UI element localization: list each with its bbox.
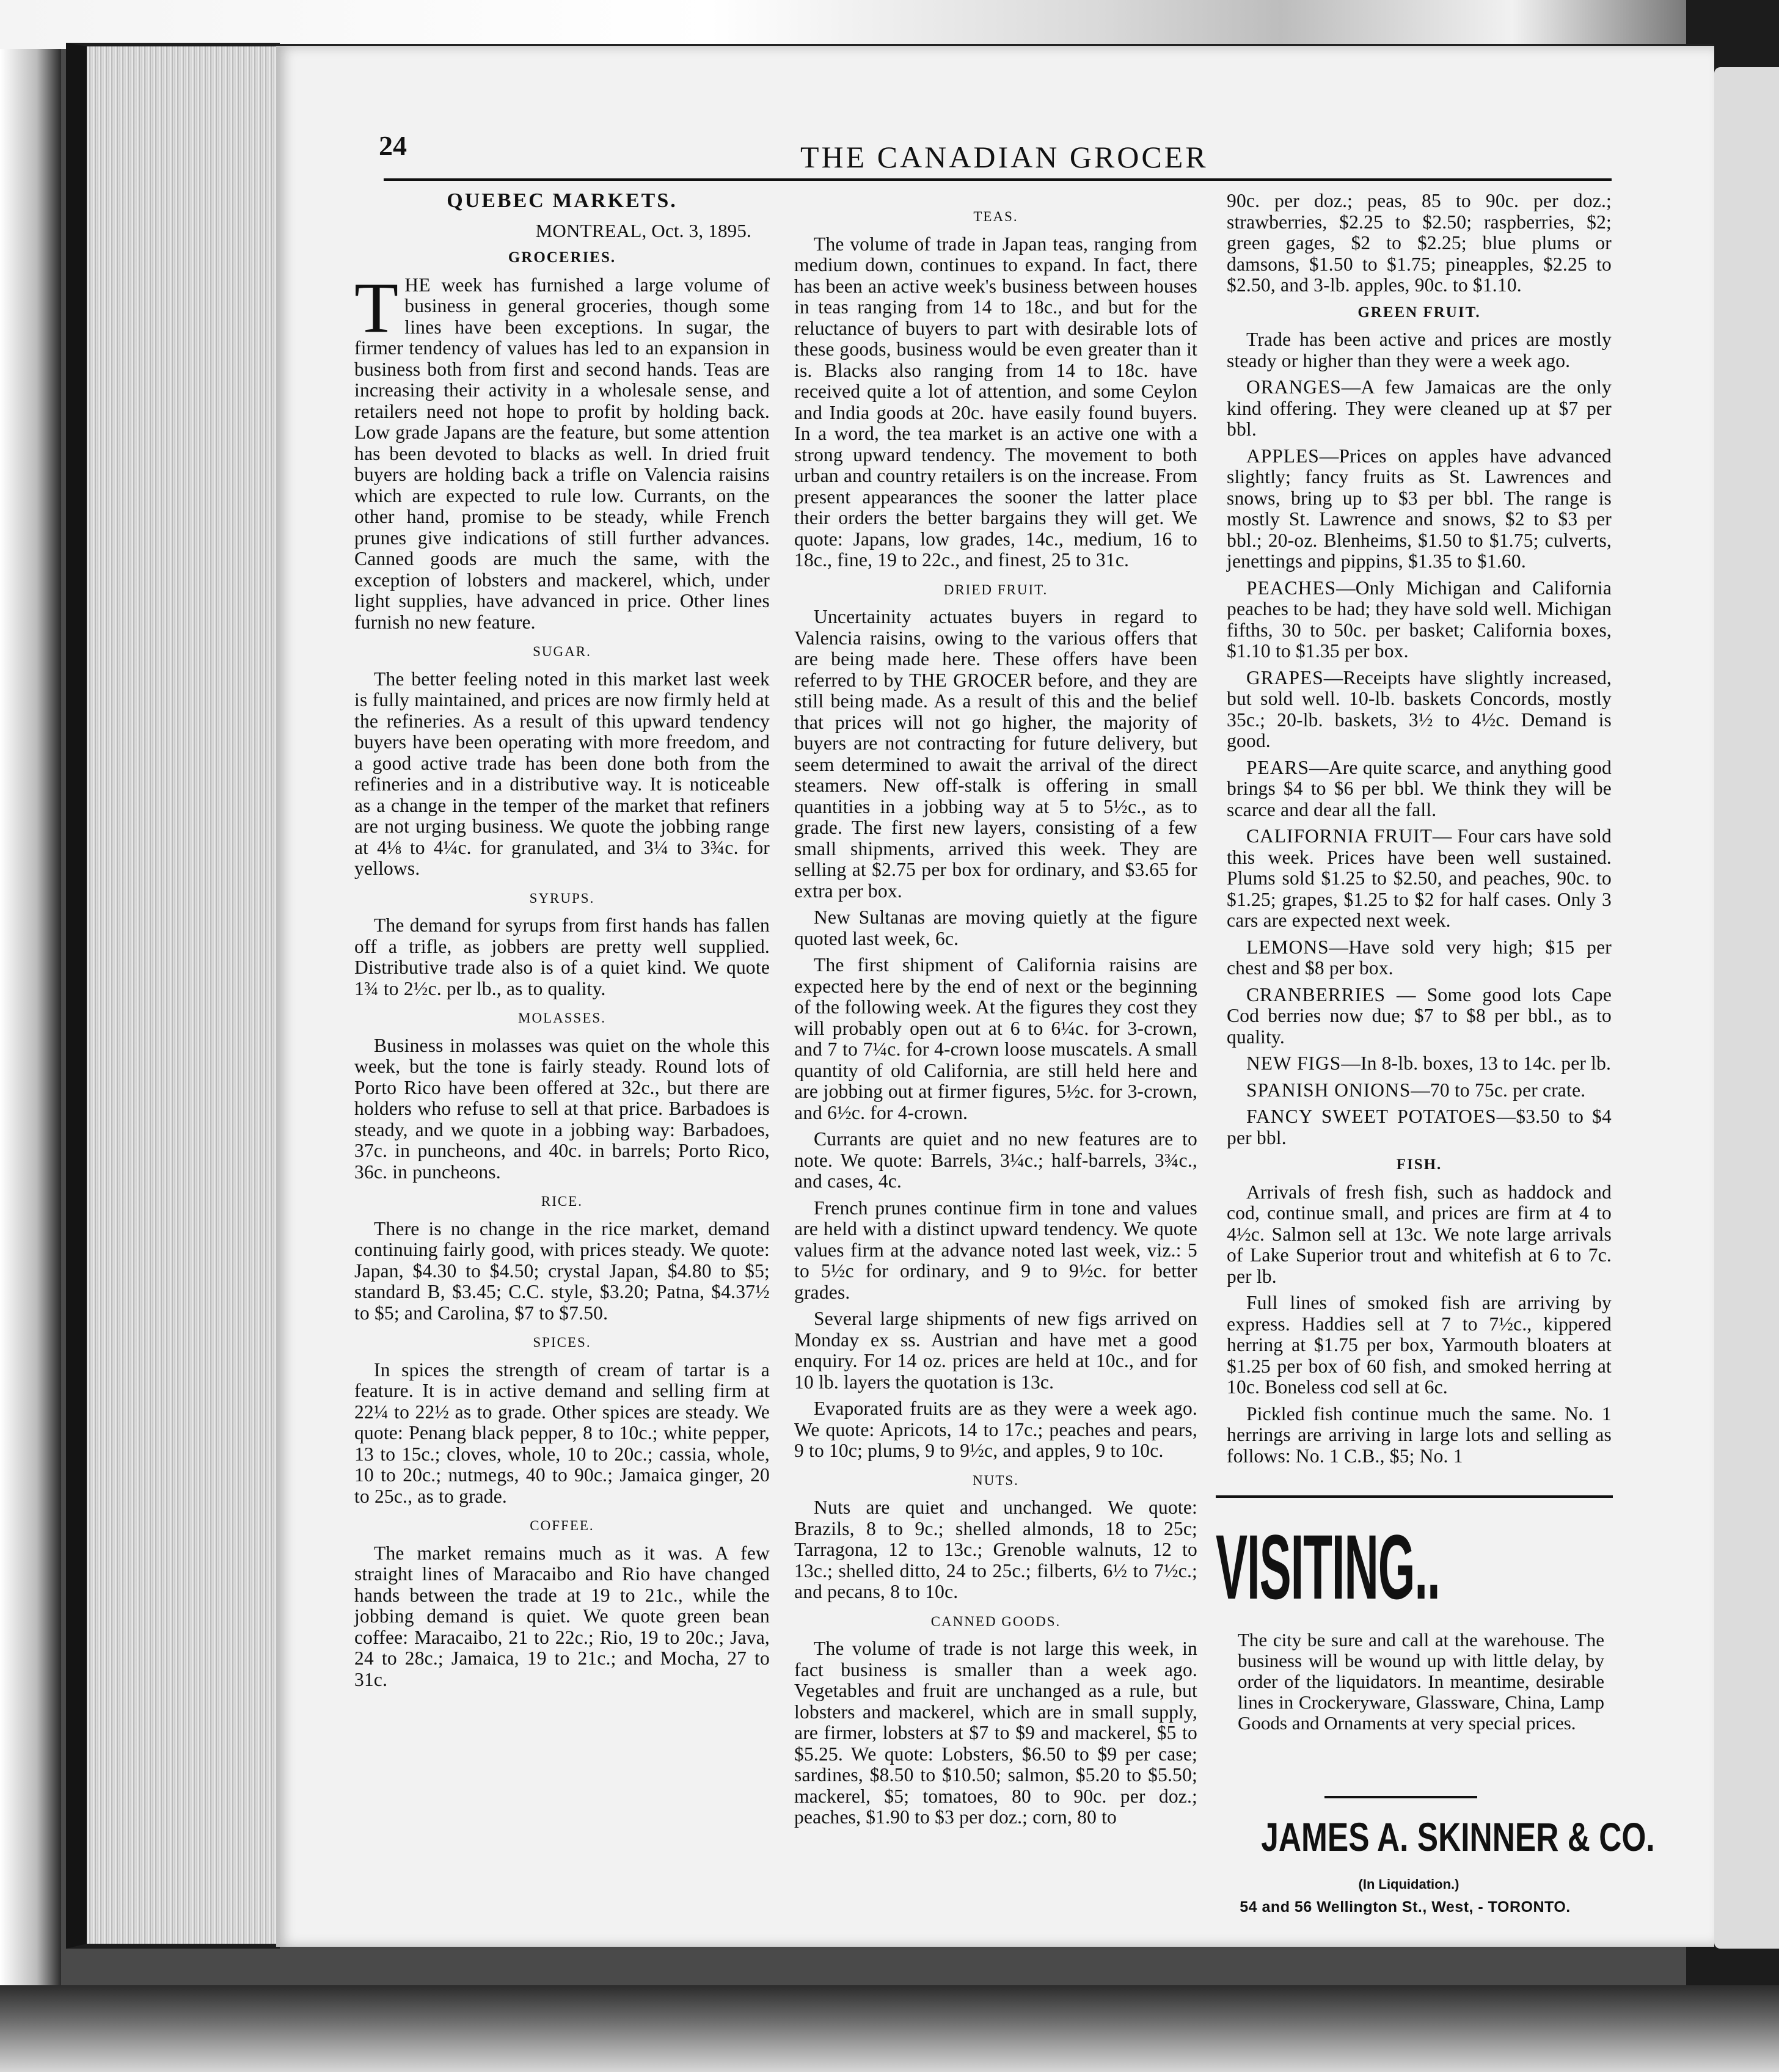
section-head-green-fruit: GREEN FRUIT. bbox=[1357, 304, 1481, 321]
facing-page-edge bbox=[1714, 67, 1779, 1949]
advertisement-body bbox=[1238, 1630, 1604, 1734]
paragraph-text: HE week has furnished a large volume of business in general groceries, though some lines have been exceptions. In sugar, the firmer tendency of values has led to an expansion in business both from first and second hands. Teas are increasing their activity in a wholesale sense, and retailers need not hope to profit by holding back. Low grade Japans are the feature, but some attention has been devoted to blacks as well. In dried fruit buyers are holding back a trifle on Valencia raisins which are expected to rule low. Currants, on the other hand, promise to be steady, while French prunes give indications of still further advances. Canned goods are much the same, with the exception of lobsters and mackerel, which, under light supplies, have advanced in price. Other lines furnish no new feature. bbox=[354, 274, 770, 633]
section-head-molasses: MOLASSES. bbox=[518, 1010, 606, 1026]
paragraph-fish: Full lines of smoked fish are arriving by express. Haddies sell at 7 to 7½c., kippered herring at $1.75 per box, Yarmouth bloaters at $1.25 per box of 60 fish, and smoked herring at 10c. Boneless cod sell at 6c. bbox=[1227, 1292, 1612, 1398]
paragraph-green-fruit: Trade has been active and prices are mostly steady or higher than they were a week ago. bbox=[1227, 329, 1612, 371]
advertiser-address: 54 and 56 Wellington St., West, - TORONTO. bbox=[1240, 1899, 1571, 1916]
paragraph-sweet-potatoes bbox=[1227, 1106, 1612, 1148]
item-lead: LEMONS bbox=[1246, 936, 1329, 958]
paragraph-dried-fruit: Evaporated fruits are as they were a week ago. We quote: Apricots, 14 to 17c.; peaches and pears, 9 to 10c; plums, 9 to 9½c, and apples, 9 to 10c. bbox=[794, 1398, 1197, 1461]
paragraph-dried-fruit: Uncertainity actuates buyers in regard to Valencia raisins, owing to the various offers that are being made here. These offers have been referred to by THE GROCER before, and they are still being made. As a result of this and the belief that prices will not go higher, the majority of buyers are not contracting for future delivery, but seem determined to await the arrival of the direct steamers. New off-stalk is offering in small quantities in a jobbing way at 5 to 5½c., as to grade. The first new layers, consisting of a few small shipments, arrived this week. They are selling at $2.75 per box for ordinary, and $3.65 for extra per box. bbox=[794, 606, 1197, 902]
paragraph-lemons bbox=[1227, 937, 1612, 979]
item-lead: NEW FIGS bbox=[1246, 1052, 1342, 1074]
paragraph-syrups: The demand for syrups from first hands has fallen off a trifle, as jobbers are pretty well supplied. Distributive trade also is of a quiet kind. We quote 1¾ to 2½c. per lb., as to quality. bbox=[354, 914, 770, 999]
paragraph-fish: Arrivals of fresh fish, such as haddock and cod, continue small, and prices are firm at 4 to 4½c. Salmon sell at 13c. We note large arrivals of Lake Superior trout and whitefish at 6 to 7c. per lb. bbox=[1227, 1181, 1612, 1287]
paragraph-oranges bbox=[1227, 377, 1612, 440]
running-head: THE CANADIAN GROCER bbox=[800, 140, 1208, 174]
section-head-spices: SPICES. bbox=[533, 1335, 591, 1350]
item-text: —70 to 75c. per crate. bbox=[1411, 1079, 1586, 1101]
paragraph-dried-fruit: The first shipment of California raisins are expected here by the end of next or the beginning of the following week. At the figures they cost they will probably open out at 6 to 6¼c. for 3-crown, and 7 to 7¼c. for 4-crown loose muscatels. A small quantity of old California, are still held here and are jobbing out at firmer figures, 5½c. for 3-crown, and 6½c. for 4-crown. bbox=[794, 954, 1197, 1123]
item-text: —In 8-lb. boxes, 13 to 14c. per lb. bbox=[1341, 1052, 1612, 1074]
paragraph-sugar: The better feeling noted in this market last week is fully maintained, and prices are now firmly held at the refineries. As a result of this upward tendency buyers have been operating with more freedom, and a good active trade has been done both from the refineries and in a distributive way. It is noticeable as a change in the temper of the market that refiners are not urging business. We quote the jobbing range at 4⅛ to 4¼c. for granulated, and 3¼ to 3¾c. for yellows. bbox=[354, 668, 770, 879]
advertiser-status: (In Liquidation.) bbox=[1358, 1877, 1459, 1892]
paragraph-nuts: Nuts are quiet and unchanged. We quote: Brazils, 8 to 9c.; shelled almonds, 18 to 25c; Tarragona, 12 to 13c.; Grenoble walnuts, 12 to 13c.; shelled ditto, 24 to 25c.; filberts, 6½ to 7½c.; and pecans, 8 to 10c. bbox=[794, 1497, 1197, 1602]
column-1 bbox=[354, 191, 770, 1696]
paragraph-california-fruit bbox=[1227, 826, 1612, 932]
section-head-canned-goods: CANNED GOODS. bbox=[930, 1613, 1061, 1629]
advertisement-rule bbox=[1216, 1495, 1613, 1498]
paragraph-canned-goods: The volume of trade is not large this week, in fact business is smaller than a week ago. Vegetables and fruit are unchanged as a rule, but lobsters and mackerel, which are in small supply, are firmer, lobsters at $7 to $9 and mackerel, $5 to $5.25. We quote: Lobsters, $6.50 to $9 per case; sardines, $8.50 to $10.50; salmon, $5.20 to $5.50; mackerel, $5; tomatoes, 80 to 90c. per doz.; peaches, $1.90 to $3 per doz.; corn, 80 to bbox=[794, 1638, 1197, 1828]
item-text: — Some good lots Cape Cod berries now due; $7 to $8 per bbl., as to quality. bbox=[1227, 983, 1612, 1048]
item-text: —Prices on apples have advanced slightly; fancy fruits as St. Lawrences and snows, bring up to $3 per bbl. The range is mostly St. Lawrence and snows, $2 to $3 per bbl.; 20-oz. Blenheims, $1.50 to $1.75; culverts, jenettings and pippins, $1.35 to $1.60. bbox=[1227, 445, 1612, 572]
paragraph-cranberries bbox=[1227, 985, 1612, 1048]
dateline: MONTREAL, Oct. 3, 1895. bbox=[535, 219, 751, 241]
paragraph-canned-continued: 90c. per doz.; peas, 85 to 90c. per doz.; strawberries, $2.25 to $2.50; raspberries, $2; green gages, $2 to $2.25; blue plums or damsons, $1.50 to $1.75; pineapples, $2.25 to $2.50, and 3-lb. apples, 90c. to $1.10. bbox=[1227, 190, 1612, 296]
header-rule bbox=[384, 178, 1612, 181]
item-text: —$3.50 to $4 per bbl. bbox=[1227, 1106, 1612, 1148]
section-head-groceries: GROCERIES. bbox=[508, 249, 616, 266]
paragraph-spices: In spices the strength of cream of tartar is a feature. It is in active demand and selling firm at 22¼ to 22½ as to grade. Other spices are steady. We quote: Penang black pepper, 8 to 10c.; white pepper, 13 to 15c.; cloves, whole, 10 to 20c.; cassia, whole, 10 to 20c.; nutmegs, 40 to 90c.; Jamaica ginger, 20 to 25c., as to grade. bbox=[354, 1359, 770, 1507]
section-head-fish: FISH. bbox=[1396, 1156, 1442, 1173]
section-head-nuts: NUTS. bbox=[973, 1472, 1019, 1488]
item-text: —Only Michigan and California peaches to be had; they have sold well. Michigan fifths, 30 to 50c. per basket; California boxes, $1.10 to $1.35 per box. bbox=[1227, 577, 1612, 662]
item-lead: ORANGES bbox=[1246, 376, 1342, 398]
paragraph-grapes bbox=[1227, 668, 1612, 752]
paragraph-dried-fruit: New Sultanas are moving quietly at the figure quoted last week, 6c. bbox=[794, 906, 1197, 949]
item-lead: FANCY SWEET POTATOES bbox=[1246, 1106, 1497, 1127]
column-2 bbox=[794, 191, 1197, 1834]
section-head-dried-fruit: DRIED FRUIT. bbox=[943, 582, 1048, 597]
book-binding-edge bbox=[66, 43, 280, 1949]
paragraph-new-figs bbox=[1227, 1053, 1612, 1074]
item-lead: PEACHES bbox=[1246, 577, 1337, 599]
item-text: —Receipts have slightly increased, but sold well. 10-lb. baskets Concords, mostly 35c.; 20-lb. baskets, 3½ to 4½c. Demand is good. bbox=[1227, 666, 1612, 751]
item-text: — Four cars have sold this week. Prices have been well sustained. Plums sold $1.25 to $2.50, and peaches, 90c. to $1.25; grapes, $1.25 to $2 for half cases. Only 3 cars are expected next week. bbox=[1227, 825, 1612, 931]
item-text: —Are quite scarce, and anything good brings $4 to $6 per bbl. We think they will be scarce and dear all the fall. bbox=[1227, 756, 1612, 820]
section-head-teas: TEAS. bbox=[973, 209, 1018, 224]
paragraph-spanish-onions bbox=[1227, 1080, 1612, 1101]
item-text: —A few Jamaicas are the only kind offering. They were cleaned up at $7 per bbl. bbox=[1227, 376, 1612, 440]
item-lead: CALIFORNIA FRUIT bbox=[1246, 825, 1433, 847]
scan-margin-top bbox=[0, 0, 1779, 49]
scan-margin-left bbox=[0, 0, 61, 2072]
item-lead: PEARS bbox=[1246, 756, 1310, 778]
section-head-sugar: SUGAR. bbox=[533, 644, 591, 659]
paragraph-apples bbox=[1227, 446, 1612, 572]
paragraph-fish: Pickled fish continue much the same. No. 1 herrings are arriving in large lots and selling as follows: No. 1 C.B., $5; No. 1 bbox=[1227, 1403, 1612, 1467]
advertiser-name: JAMES A. SKINNER & CO. bbox=[1261, 1814, 1655, 1859]
section-head-coffee: COFFEE. bbox=[530, 1518, 594, 1533]
paragraph-teas: The volume of trade in Japan teas, ranging from medium down, continues to expand. In fact, there has been an active week's business between houses in teas ranging from 14 to 18c., and but for the reluctance of buyers to part with desirable lots of these goods, business would be even greater than it is. Blacks also ranging from 14 to 18c. have received quite a lot of attention, and some Ceylon and India goods at 20c. have easily found buyers. In a word, the tea market is an active one with a strong upward tendency. The movement to both urban and country retailers is on the increase. From present appearances the sooner the latter place their orders the better bargains they will get. We quote: Japans, low grades, 14c., medium, 16 to 18c., fine, 19 to 22c., and finest, 25 to 31c. bbox=[794, 233, 1197, 571]
advertisement-separator bbox=[1324, 1796, 1477, 1798]
paragraph-molasses: Business in molasses was quiet on the whole this week, but the tone is fairly steady. Round lots of Porto Rico have been offered at 32c., but there are holders who refuse to sell at that price. Barbadoes is steady, and we quote in a jobbing way: Barbadoes, 37c. in puncheons, and 40c. in barrels; Porto Rico, 36c. in puncheons. bbox=[354, 1034, 770, 1183]
paragraph-dried-fruit: Currants are quiet and no new features are to note. We quote: Barrels, 3¼c.; half-barrels, 3¾c., and cases, 4c. bbox=[794, 1128, 1197, 1192]
item-lead: GRAPES bbox=[1246, 666, 1324, 688]
page-number: 24 bbox=[379, 130, 407, 161]
paragraph-dried-fruit: French prunes continue firm in tone and values are held with a distinct upward tendency. We quote values firm at the advance noted last week, viz.: 5 to 5½c for ordinary, and 9 to 9½c. for better grades. bbox=[794, 1197, 1197, 1303]
drop-cap: T bbox=[354, 267, 399, 348]
item-lead: CRANBERRIES bbox=[1246, 983, 1386, 1005]
article-title: QUEBEC MARKETS. bbox=[447, 189, 678, 212]
advertisement-headline: VISITING.. bbox=[1216, 1516, 1440, 1618]
paragraph-rice: There is no change in the rice market, demand continuing fairly good, with prices steady. We quote: Japan, $4.30 to $4.50; crystal Japan, $4.80 to $5; standard B, $3.45; C.C. style, $3.20; Patna, $4.37½ to $5; and Carolina, $7 to $7.50. bbox=[354, 1217, 770, 1324]
paragraph-pears bbox=[1227, 757, 1612, 821]
paragraph-groceries bbox=[354, 267, 770, 633]
paragraph-dried-fruit: Several large shipments of new figs arrived on Monday ex ss. Austrian and have met a good enquiry. For 14 oz. prices are held at 10c., and for 10 lb. layers the quotation is 13c. bbox=[794, 1308, 1197, 1393]
item-lead: APPLES bbox=[1246, 445, 1320, 467]
item-text: —Have sold very high; $15 per chest and $8 per box. bbox=[1227, 936, 1612, 979]
section-head-rice: RICE. bbox=[541, 1194, 583, 1209]
item-lead: SPANISH ONIONS bbox=[1246, 1079, 1411, 1101]
section-head-syrups: SYRUPS. bbox=[529, 890, 595, 906]
scan-margin-bottom bbox=[0, 1985, 1779, 2072]
column-3 bbox=[1227, 191, 1612, 1472]
advertisement-text: The city be sure and call at the warehouse. The business will be wound up with little delay, by order of the liquidators. In meantime, desirable lines in Crockeryware, Glassware, China, Lamp Goods and Ornaments at very special prices. bbox=[1238, 1629, 1604, 1734]
paragraph-coffee: The market remains much as it was. A few straight lines of Maracaibo and Rio have changed hands between the trade at 19 to 21c., while the jobbing demand is quiet. We quote green bean coffee: Maracaibo, 21 to 22c.; Rio, 19 to 20c.; Java, 24 to 28c.; Jamaica, 19 to 21c.; and Mocha, 27 to 31c. bbox=[354, 1542, 770, 1690]
paragraph-peaches bbox=[1227, 578, 1612, 662]
